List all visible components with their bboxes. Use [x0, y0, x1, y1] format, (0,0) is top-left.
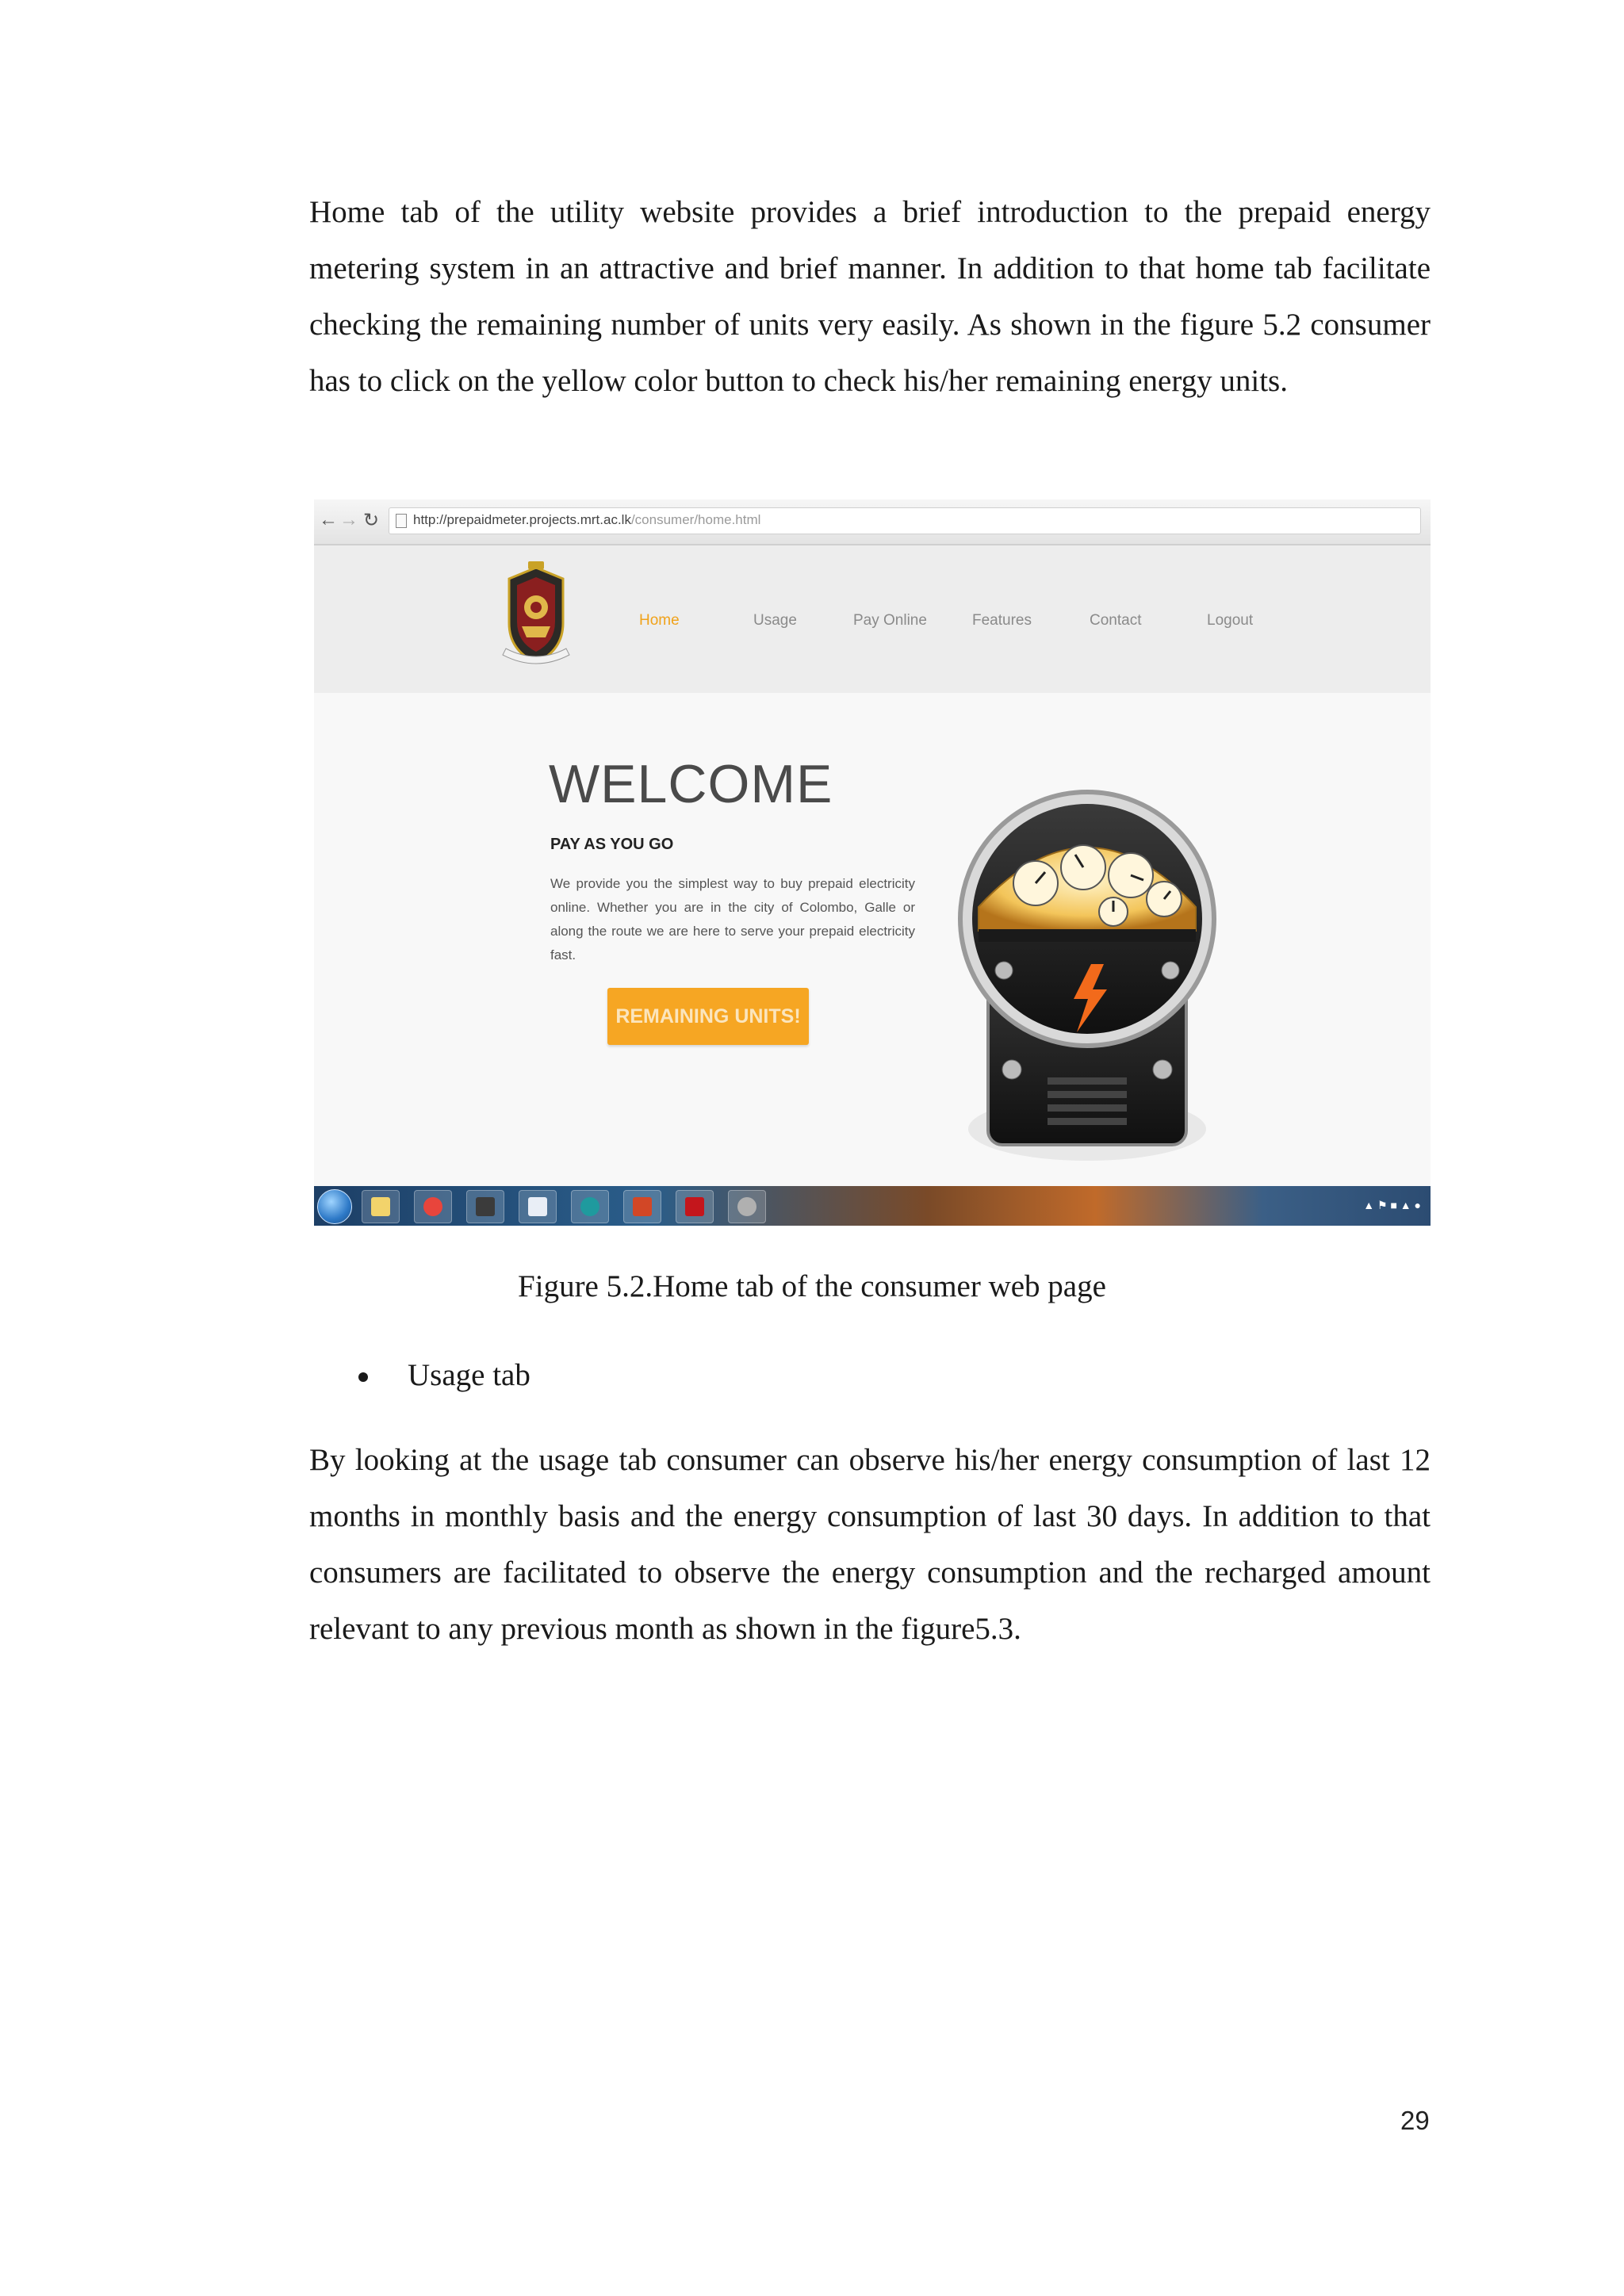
bullet-label: Usage tab [408, 1358, 530, 1392]
forward-arrow-icon[interactable]: → [339, 509, 358, 530]
pdf-reader-icon[interactable] [676, 1190, 714, 1223]
bullet-dot [358, 1372, 368, 1382]
welcome-title: WELCOME [549, 754, 833, 814]
presentation-icon[interactable] [623, 1190, 661, 1223]
reload-icon[interactable]: ↻ [363, 510, 380, 531]
nav-home[interactable]: Home [639, 612, 680, 629]
document-icon[interactable] [519, 1190, 557, 1223]
file-explorer-icon[interactable] [362, 1190, 400, 1223]
site-header [314, 545, 1431, 693]
intro-paragraph: Home tab of the utility website provides a brief introduction to the prepaid energy metering system in an attractive and brief manner. In addition to that home tab facilitate checking the remaining number of units very easily. As shown in the figure 5.2 consumer has to click on the yellow color button to check his/her remaining energy units. [309, 195, 1431, 398]
figure-caption: Figure 5.2.Home tab of the consumer web page [518, 1269, 1106, 1303]
nav-pay-online[interactable]: Pay Online [853, 612, 927, 629]
university-crest-logo [498, 561, 574, 672]
nav-usage[interactable]: Usage [753, 612, 797, 629]
page-number: 29 [1400, 2106, 1430, 2135]
remaining-units-button[interactable]: REMAINING UNITS! [607, 988, 809, 1045]
welcome-description: We provide you the simplest way to buy prepaid electricity online. Whether you are in the city of Colombo, Galle or along the route we are here to serve your prepaid electricity fast. [550, 876, 915, 962]
chrome-browser-icon[interactable] [414, 1190, 452, 1223]
app-window-icon[interactable] [466, 1190, 504, 1223]
welcome-section [314, 693, 1431, 1186]
welcome-subtitle: PAY AS YOU GO [550, 836, 674, 853]
system-tray-icons[interactable]: ▲ ⚑ ■ ▲ ● [1363, 1199, 1421, 1211]
browser-address-bar [314, 499, 1431, 545]
electricity-meter-icon [956, 756, 1218, 1177]
usage-tab-paragraph: By looking at the usage tab consumer can observe his/her energy consumption of last 12 months in monthly basis and the energy consumption of last 30 days. In addition to that consumers are facilitated to observe the energy consumption and the recharged amount relevant to any previous month as shown in the figure5.3. [309, 1443, 1431, 1646]
page-icon [396, 514, 407, 528]
url-text: http://prepaidmeter.projects.mrt.ac.lk/consumer/home.html [413, 512, 761, 527]
nav-logout[interactable]: Logout [1207, 612, 1254, 629]
arduino-icon[interactable] [571, 1190, 609, 1223]
url-field[interactable] [389, 507, 1421, 534]
settings-tool-icon[interactable] [728, 1190, 766, 1223]
windows-taskbar [314, 1186, 1431, 1226]
nav-features[interactable]: Features [972, 612, 1032, 629]
website-screenshot-figure [314, 499, 1431, 1226]
nav-contact[interactable]: Contact [1090, 612, 1142, 629]
back-arrow-icon[interactable]: ← [319, 509, 338, 530]
start-button-icon[interactable] [317, 1189, 352, 1224]
